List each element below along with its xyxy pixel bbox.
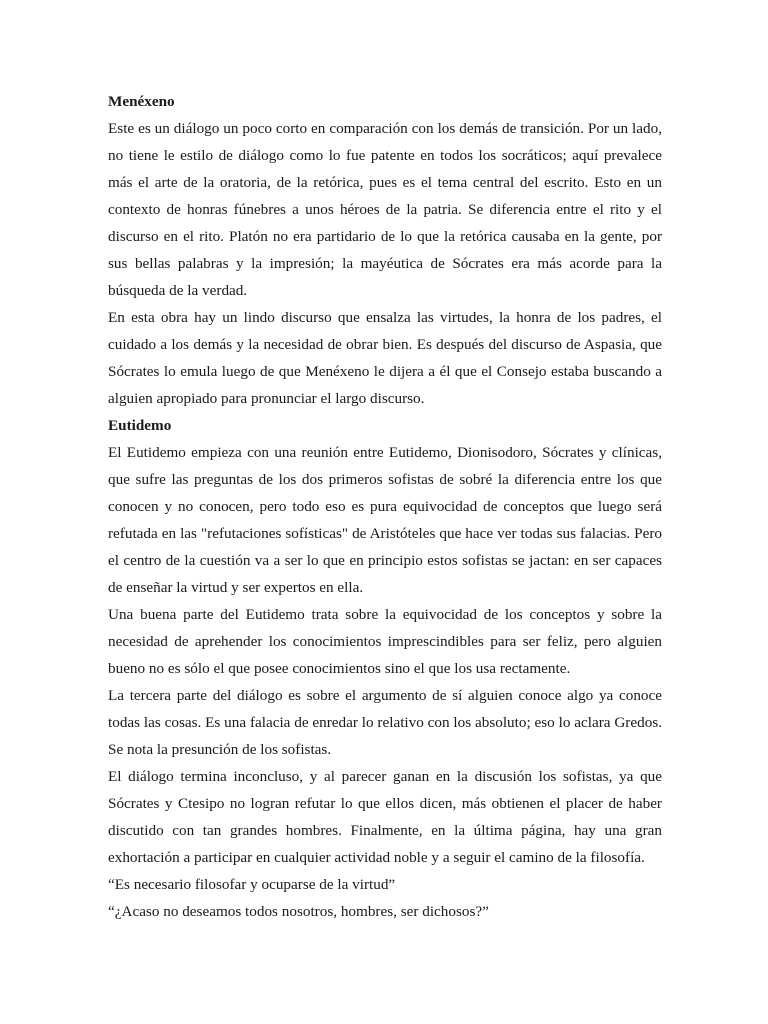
quote: “¿Acaso no deseamos todos nosotros, hombres, ser dichosos?” xyxy=(108,903,489,920)
paragraph: La tercera parte del diálogo es sobre el argumento de sí alguien conoce algo ya conoce todas las cosas. Es una falacia de enredar lo relativo con los absoluto; eso lo aclara Gredos. Se nota la presunción de los sofistas. xyxy=(108,687,662,758)
section-title-menexeno: Menéxeno xyxy=(108,93,175,110)
quote: “Es necesario filosofar y ocuparse de la virtud” xyxy=(108,876,396,893)
paragraph: El Eutidemo empieza con una reunión entre Eutidemo, Dionisodoro, Sócrates y clínicas, que sufre las preguntas de los dos primeros sofistas de sobré la diferencia entre los que conocen y no conocen, pero todo eso es pura equivocidad de conceptos que luego será refutada en las "refutaciones sofísticas" de Aristóteles que hace ver todas sus falacias. Pero el centro de la cuestión va a ser lo que en principio estos sofistas se jactan: en ser capaces de enseñar la virtud y ser expertos en ella. xyxy=(108,444,662,596)
document-page xyxy=(108,88,662,925)
paragraph: En esta obra hay un lindo discurso que ensalza las virtudes, la honra de los padres, el cuidado a los demás y la necesidad de obrar bien. Es después del discurso de Aspasia, que Sócrates lo emula luego de que Menéxeno le dijera a él que el Consejo estaba buscando a alguien apropiado para pronunciar el largo discurso. xyxy=(108,309,662,407)
section-title-eutidemo: Eutidemo xyxy=(108,417,172,434)
paragraph: Este es un diálogo un poco corto en comparación con los demás de transición. Por un lado, no tiene le estilo de diálogo como lo fue patente en todos los socráticos; aquí prevalece más el arte de la oratoria, de la retórica, pues es el tema central del escrito. Esto en un contexto de honras fúnebres a unos héroes de la patria. Se diferencia entre el rito y el discurso en el rito. Platón no era partidario de lo que la retórica causaba en la gente, por sus bellas palabras y la impresión; la mayéutica de Sócrates era más acorde para la búsqueda de la verdad. xyxy=(108,120,662,299)
paragraph: Una buena parte del Eutidemo trata sobre la equivocidad de los conceptos y sobre la necesidad de aprehender los conocimientos imprescindibles para ser feliz, pero alguien bueno no es sólo el que posee conocimientos sino el que los usa rectamente. xyxy=(108,606,662,677)
paragraph: El diálogo termina inconcluso, y al parecer ganan en la discusión los sofistas, ya que Sócrates y Ctesipo no logran refutar lo que ellos dicen, más obtienen el placer de haber discutido con tan grandes hombres. Finalmente, en la última página, hay una gran exhortación a participar en cualquier actividad noble y a seguir el camino de la filosofía. xyxy=(108,768,662,866)
